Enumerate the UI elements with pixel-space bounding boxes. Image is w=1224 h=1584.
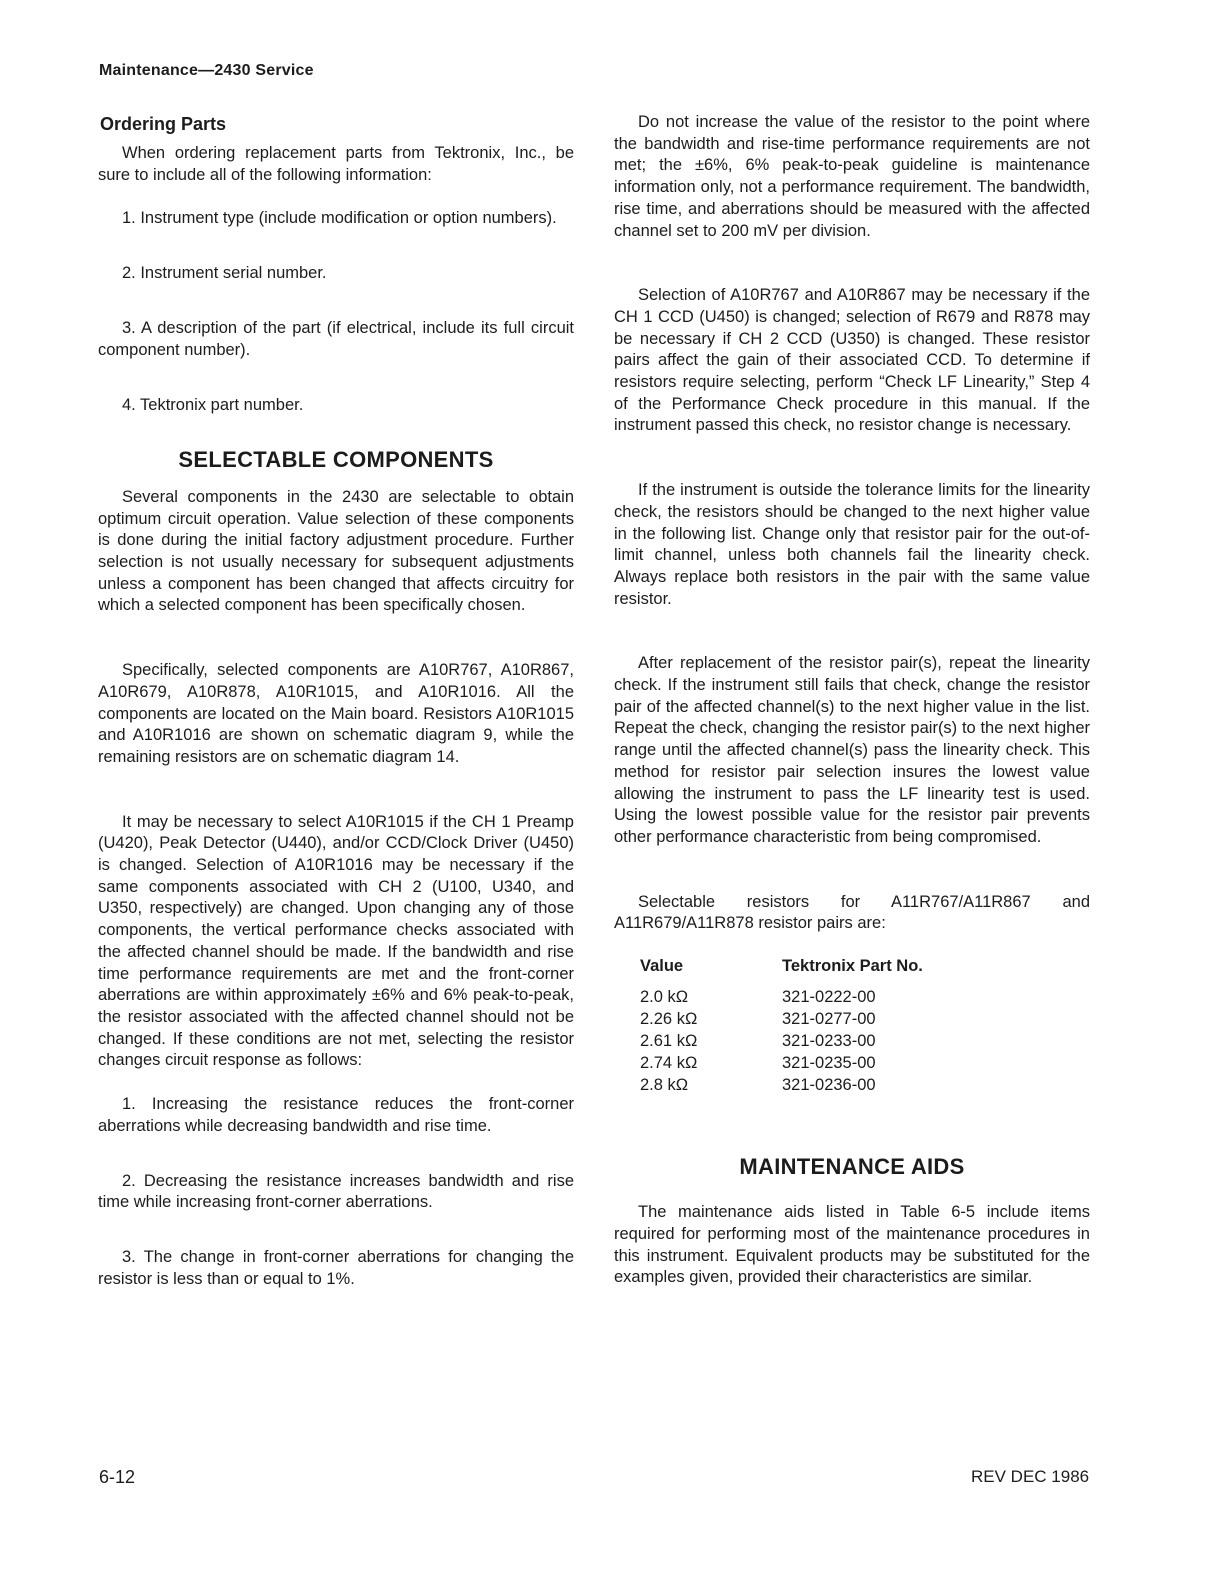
revision-date: REV DEC 1986 xyxy=(971,1467,1090,1486)
value-cell: 2.61 kΩ xyxy=(640,1032,698,1051)
value-cell: 2.26 kΩ xyxy=(640,1010,698,1029)
resistor-paragraph: Selectable resistors for A11R767/A11R867 and A11R679/A11R878 resistor pairs are: xyxy=(614,892,1090,933)
selectable-paragraph: Specifically, selected components are A10R767, A10R867, A10R679, A10R878, A10R1015, and A10R1016. All the components are located on the Main board. Resistors A10R1015 and A10R1016 are shown on schematic diagram 9, while the remaining resistors are on schematic diagram 14. xyxy=(98,661,574,766)
table-row xyxy=(640,1074,1090,1096)
response-item: 2. Decreasing the resistance increases bandwidth and rise time while increasing front-corner aberrations. xyxy=(98,1171,574,1212)
ordering-item: 2. Instrument serial number. xyxy=(122,264,327,283)
maintenance-aids-title: MAINTENANCE AIDS xyxy=(739,1154,965,1180)
running-head: Maintenance—2430 Service xyxy=(99,62,314,79)
part-cell: 321-0277-00 xyxy=(782,1010,876,1029)
table-row xyxy=(640,1030,1090,1052)
resistor-table xyxy=(640,957,1090,1096)
resistor-paragraph: Do not increase the value of the resistor to the point where the bandwidth and rise-time performance requirements are not met; the ±6%, 6% peak-to-peak guideline is maintenance information only, not a performance requirement. The bandwidth, rise time, and aberrations should be measured with the affected channel set to 200 mV per division. xyxy=(614,113,1090,240)
right-column xyxy=(614,112,1090,1289)
table-row xyxy=(640,1052,1090,1074)
ordering-parts-heading: Ordering Parts xyxy=(100,114,227,134)
ordering-intro: When ordering replacement parts from Tektronix, Inc., be sure to include all of the following information: xyxy=(98,144,574,184)
value-cell: 2.8 kΩ xyxy=(640,1076,689,1095)
resistor-paragraph: Selection of A10R767 and A10R867 may be necessary if the CH 1 CCD (U450) is changed; selection of R679 and R878 may be necessary if CH 2 CCD (U350) is changed. These resistor pairs affect the gain of their associated CCD. To determine if resistors require selecting, perform “Check LF Linearity,” Step 4 of the Performance Check procedure in this manual. If the instrument passed this check, no resistor change is necessary. xyxy=(614,286,1090,435)
part-cell: 321-0233-00 xyxy=(782,1032,876,1051)
resistor-paragraph: If the instrument is outside the tolerance limits for the linearity check, the resistors should be changed to the next higher value in the following list. Change only that resistor pair for the out-of-limit channel, unless both channels fail the linearity check. Always replace both resistors in the pair with the same value resistor. xyxy=(614,481,1090,608)
part-cell: 321-0222-00 xyxy=(782,988,876,1007)
column-header-value: Value xyxy=(640,957,684,976)
page-number: 6-12 xyxy=(99,1467,136,1487)
table-row xyxy=(640,1008,1090,1030)
value-cell: 2.0 kΩ xyxy=(640,988,689,1007)
left-column xyxy=(98,112,574,1290)
response-item: 3. The change in front-corner aberrations for changing the resistor is less than or equal to 1%. xyxy=(98,1247,574,1288)
part-cell: 321-0235-00 xyxy=(782,1054,876,1073)
ordering-item: 1. Instrument type (include modification or option numbers). xyxy=(122,209,557,228)
table-row xyxy=(640,986,1090,1008)
selectable-paragraph: It may be necessary to select A10R1015 if the CH 1 Preamp (U420), Peak Detector (U440), and/or CCD/Clock Driver (U450) is changed. Selection of A10R1016 may be necessary if the same components associated with CH 2 (U100, U340, and U350, respectively) are changed. Upon changing any of those components, the vertical performance checks associated with the affected channel should be made. If the bandwidth and rise time performance requirements are met and the front-corner aberrations are within approximately ±6% and 6% peak-to-peak, the resistor associated with the affected channel should not be changed. If these conditions are not met, selecting the resistor changes circuit response as follows: xyxy=(98,812,574,1070)
selectable-components-title: SELECTABLE COMPONENTS xyxy=(178,446,494,472)
selectable-paragraph: Several components in the 2430 are selectable to obtain optimum circuit operation. Value selection of these components is done during the initial factory adjustment procedure. Further selection is not usually necessary for subsequent adjustments unless a component has been changed that affects circuitry for which a selected component has been specifically chosen. xyxy=(98,487,574,615)
value-cell: 2.74 kΩ xyxy=(640,1054,698,1073)
ordering-item: 3. A description of the part (if electrical, include its full circuit component number). xyxy=(98,318,574,359)
ordering-item: 4. Tektronix part number. xyxy=(122,396,304,415)
response-item: 1. Increasing the resistance reduces the front-corner aberrations while decreasing bandwidth and rise time. xyxy=(98,1095,574,1135)
part-cell: 321-0236-00 xyxy=(782,1076,876,1095)
resistor-paragraph: After replacement of the resistor pair(s), repeat the linearity check. If the instrument still fails that check, change the resistor pair of the affected channel(s) to the next higher value in the list. Repeat the check, changing the resistor pair(s) to the next higher range until the affected channel(s) pass the linearity check. This method for resistor pair selection insures the lowest value allowing the instrument to pass the LF linearity test is used. Using the lowest possible value for the resistor pair prevents other performance characteristic from being compromised. xyxy=(614,654,1090,846)
column-header-part: Tektronix Part No. xyxy=(782,957,923,976)
table-header xyxy=(640,957,1090,976)
maintenance-aids-paragraph: The maintenance aids listed in Table 6-5 include items required for performing most of the maintenance procedures in this instrument. Equivalent products may be substituted for the examples given, provided their characteristics are similar. xyxy=(614,1203,1090,1287)
